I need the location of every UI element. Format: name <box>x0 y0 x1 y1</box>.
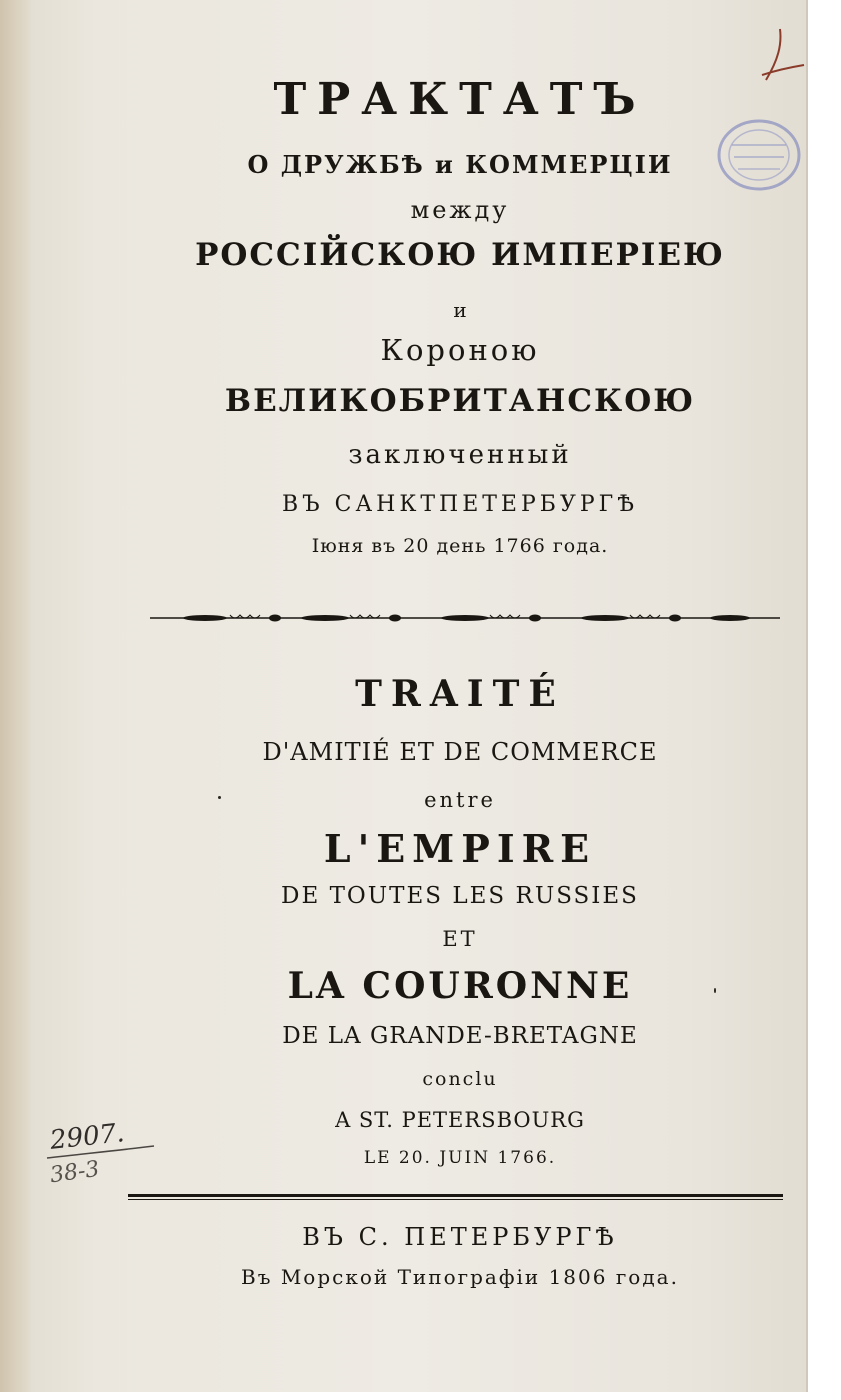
french-crown: LA COURONNE <box>287 965 633 1007</box>
russian-place: ВЪ САНКТПЕТЕРБУРГѢ <box>282 492 638 517</box>
french-title: TRAITÉ <box>355 673 565 715</box>
russian-title: ТРАКТАТЪ <box>273 74 647 125</box>
french-subtitle: D'AMITIÉ ET DE COMMERCE <box>262 738 658 766</box>
russian-between: между <box>410 196 510 224</box>
russian-empire: РОССІЙСКОЮ ИМПЕРІЕЮ <box>195 237 725 273</box>
russian-and: и <box>453 298 467 322</box>
imprint-city: ВЪ С. ПЕТЕРБУРГѢ <box>302 1223 618 1251</box>
french-between: entre <box>424 788 496 812</box>
french-concluded: conclu <box>422 1068 498 1090</box>
russian-concluded: заключенный <box>348 440 572 470</box>
ornamental-divider <box>150 610 780 626</box>
imprint-printer: Въ Морской Типографіи 1806 года. <box>241 1265 679 1289</box>
handwritten-sub-number: 38-3 <box>48 1156 101 1189</box>
russian-subtitle: О ДРУЖБѢ и КОММЕРЦІИ <box>247 150 673 179</box>
handwritten-shelf-number: 2907. <box>48 1118 126 1156</box>
french-and: ET <box>442 927 478 951</box>
ink-speck <box>714 988 716 993</box>
french-empire: L'EMPIRE <box>323 826 597 871</box>
russian-great-britain: ВЕЛИКОБРИТАНСКОЮ <box>224 383 696 419</box>
double-rule-thick <box>128 1194 783 1197</box>
french-date: LE 20. JUIN 1766. <box>363 1148 557 1168</box>
russian-crown: Короною <box>380 333 540 367</box>
ink-speck <box>218 796 221 799</box>
french-great-britain: DE LA GRANDE-BRETAGNE <box>282 1023 638 1049</box>
russian-date: Іюня въ 20 день 1766 года. <box>311 535 609 557</box>
double-rule-thin <box>128 1199 783 1200</box>
french-russias: DE TOUTES LES RUSSIES <box>281 883 639 909</box>
french-place: A ST. PETERSBOURG <box>335 1108 585 1132</box>
